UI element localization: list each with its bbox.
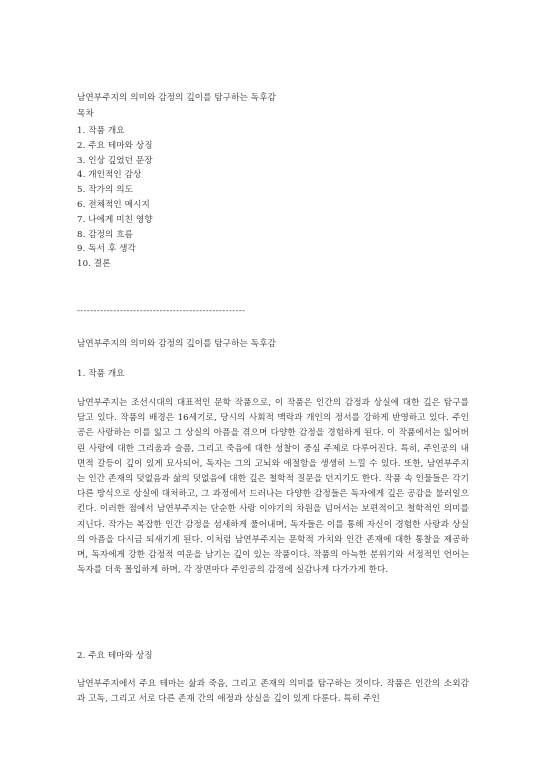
section-divider: ---------------------------------------------------	[77, 306, 246, 316]
toc-item: 6. 전체적인 메시지	[77, 199, 150, 210]
toc-item: 2. 주요 테마와 상징	[77, 140, 153, 151]
toc-item: 5. 작가의 의도	[77, 185, 134, 196]
toc-item: 10. 결론	[77, 259, 111, 270]
document-title: 남연부주지의 의미와 감정의 깊이를 탐구하는 독후감	[77, 93, 276, 103]
toc-heading: 목차	[77, 109, 94, 119]
toc-item: 4. 개인적인 감상	[77, 170, 142, 181]
table-of-contents	[77, 124, 153, 272]
toc-item: 7. 나에게 미친 영향	[77, 214, 153, 225]
document-title-repeat: 남연부주지의 의미와 감정의 깊이를 탐구하는 독후감	[77, 339, 276, 349]
toc-item: 3. 인상 깊었던 문장	[77, 155, 153, 166]
section-heading: 2. 주요 테마와 상징	[77, 651, 153, 661]
toc-item: 8. 감정의 흐름	[77, 229, 134, 240]
section-body: 남연부주지는 조선시대의 대표적인 문학 작품으로, 이 작품은 인간의 감정과 상실에 대한 깊은 탐구를 담고 있다. 작품의 배경은 16세기로, 당시의 사회적 맥락과 개인의 정서를 강하게 반영하고 있다. 주인공은 사랑하는 이를 잃고 그 상실의 아픔을 겪으며 다양한 감정을 경험하게 된다. 이 작품에서는 잃어버린 사랑에 대한 그리움과 슬픔, 그리고 죽음에 대한 성찰이 중심 주제로 다루어진다. 특히, 주인공의 내면적 갈등이 깊이 있게 묘사되어, 독자는 그의 고뇌와 애절함을 생생히 느낄 수 있다. 또한, 남연부주지는 인간 존재의 덧없음과 삶의 덧없음에 대한 깊은 철학적 질문을 던지기도 한다. 작품 속 인물들은 각기 다른 방식으로 상실에 대처하고, 그 과정에서 드러나는 다양한 감정들은 독자에게 깊은 공감을 불러일으킨다. 이러한 점에서 남연부주지는 단순한 사랑 이야기의 차원을 넘어서는 보편적이고 철학적인 의미를 지닌다. 작가는 복잡한 인간 감정을 섬세하게 풀어내며, 독자들은 이를 통해 자신이 경험한 사랑과 상실의 아픔을 다시금 되새기게 된다. 이처럼 남연부주지는 문학적 가치와 인간 존재에 대한 통찰을 제공하며, 독자에게 강한 감정적 여운을 남기는 깊이 있는 작품이다. 작품의 아늑한 분위기와 서정적인 언어는 독자를 더욱 몰입하게 하며, 각 장면마다 주인공의 감정에 실감나게 다가가게 한다.	[77, 398, 469, 576]
toc-item: 1. 작품 개요	[77, 126, 125, 136]
section-heading: 1. 작품 개요	[77, 369, 125, 379]
toc-item: 9. 독서 후 생각	[77, 244, 136, 255]
section-body: 남연부주지에서 주요 테마는 삶과 죽음, 그리고 존재의 의미를 탐구하는 것이다. 작품은 인간의 소외감과 고독, 그리고 서로 다른 존재 간의 애정과 상실을 깊이 있게 다룬다. 특히 주인	[77, 679, 469, 705]
